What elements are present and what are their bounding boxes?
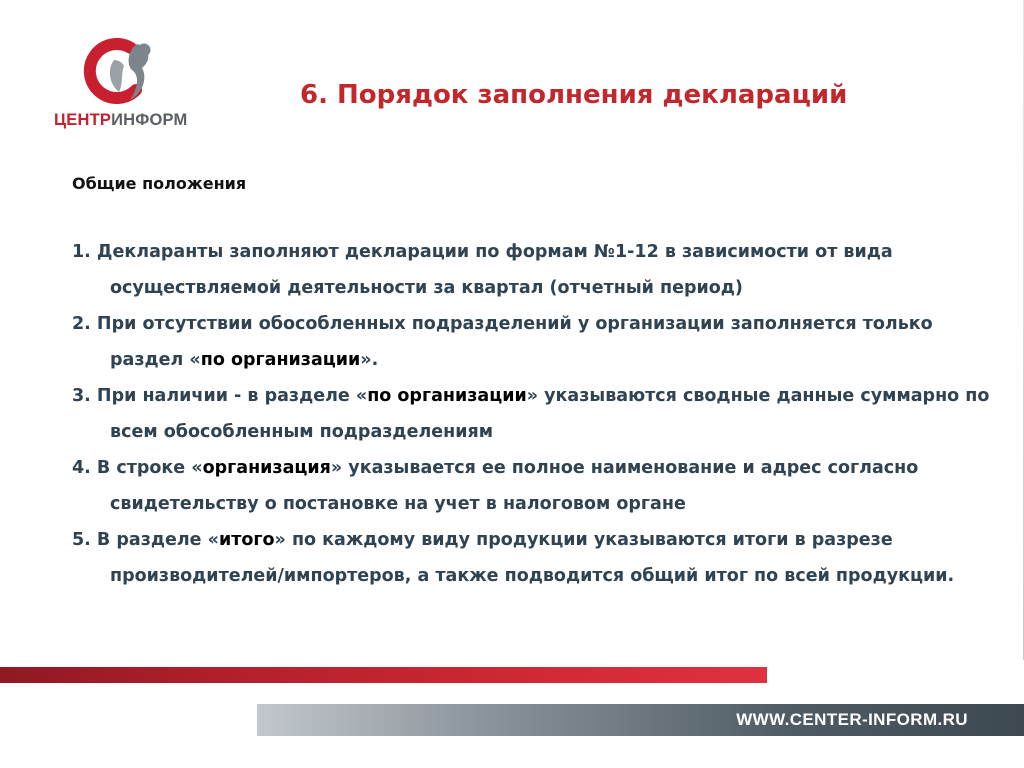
item-keyword: организация [202,458,331,478]
logo-emblem-icon [78,38,160,110]
spacer [72,196,1002,234]
footer-grey-bar [257,704,1024,736]
company-logo [54,38,188,138]
item-text: В строке « [96,458,203,478]
item-text: » по каждому виду продукции указываются итоги в разрезе производителей/импортеров, а также подводится общий итог по всей продукции. [110,530,955,586]
logo-text-part1: ЦЕНТР [54,111,112,129]
item-text: При отсутствии обособленных подразделений у организации заполняется только раздел « [96,314,933,370]
item-keyword: по организации [200,350,361,370]
list-item-5 [72,522,1002,594]
website-url: WWW.CENTER-INFORM.RU [736,710,968,729]
list-item-1 [72,234,1002,306]
item-number: 3. [72,386,91,406]
item-number: 5. [72,530,91,550]
item-text: При наличии - в разделе « [96,386,368,406]
section-subheading: Общие положения [72,174,247,193]
item-text: » указывается ее полное наименование и адрес согласно свидетельству о постановке на учет в налоговом органе [110,458,919,514]
list-item-3 [72,378,1002,450]
item-text: » указываются сводные данные суммарно по всем обособленным подразделениям [110,386,990,442]
item-text: Декларанты заполняют декларации по формам №1-12 в зависимости от вида осуществляемой деятельности за квартал (отчетный период) [96,242,893,298]
slide-content [72,172,1002,594]
slide-title: 6. Порядок заполнения деклараций [300,80,848,110]
item-text: В разделе « [96,530,219,550]
logo-text-part2: ИНФОРМ [111,111,188,129]
list-item-4 [72,450,1002,522]
item-text: ». [360,350,379,370]
item-keyword: по организации [367,386,527,406]
list-item-2 [72,306,1002,378]
item-keyword: итого [218,530,275,550]
item-number: 4. [72,458,91,478]
footer-red-bar [0,667,767,683]
item-number: 1. [72,242,91,262]
item-number: 2. [72,314,91,334]
logo-wordmark [54,111,188,130]
